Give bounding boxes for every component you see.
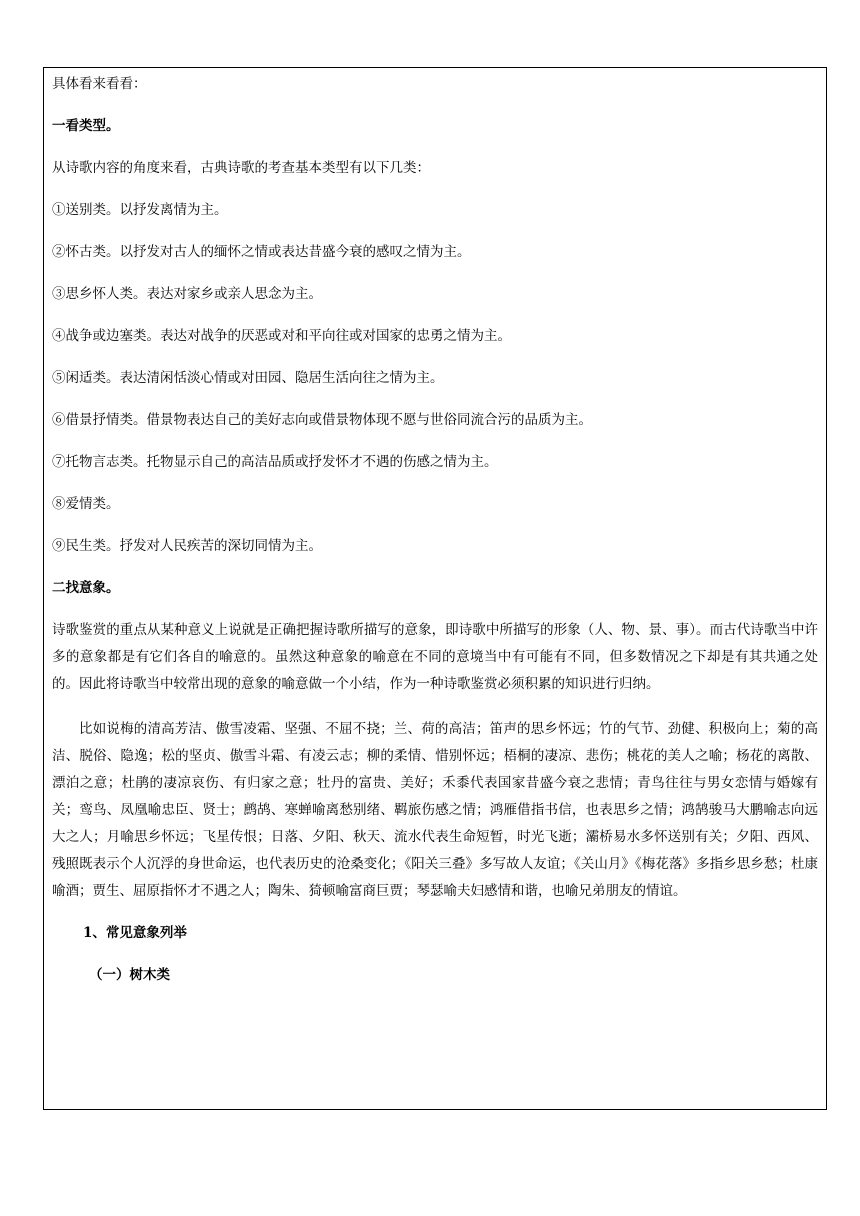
type-item-9: ⑨民生类。抒发对人民疾苦的深切同情为主。 — [52, 538, 322, 554]
type-item-3: ③思乡怀人类。表达对家乡或亲人思念为主。 — [52, 286, 322, 302]
subheading-common-imagery: 1、常见意象列举 — [83, 925, 187, 941]
type-item-1: ①送别类。以抒发离情为主。 — [52, 202, 228, 218]
subheading-trees: （一）树木类 — [89, 967, 170, 983]
section1-heading: 一看类型。 — [52, 118, 120, 134]
type-item-8: ⑧爱情类。 — [52, 496, 120, 512]
type-item-5: ⑤闲适类。表达清闲恬淡心情或对田园、隐居生活向往之情为主。 — [52, 370, 444, 386]
section2-heading: 二找意象。 — [52, 580, 120, 596]
imagery-examples-paragraph: 比如说梅的清高芳洁、傲雪凌霜、坚强、不屈不挠；兰、荷的高洁；笛声的思乡怀远；竹的气节、劲健、积极向上；菊的高洁、脱俗、隐逸；松的坚贞、傲雪斗霜、有凌云志；柳的柔情、惜别怀远；梧桐的凄凉、悲伤；桃花的美人之喻；杨花的离散、漂泊之意；杜鹃的凄凉哀伤、有归家之意；牡丹的富贵、美好；禾黍代表国家昔盛今衰之悲情；青鸟往往与男女恋情与婚嫁有关；鸾鸟、凤凰喻忠臣、贤士；鹧鸪、寒蝉喻离愁别绪、羁旅伤感之情；鸿雁借指书信，也表思乡之情；鸿鹄骏马大鹏喻志向远大之人；月喻思乡怀远；飞星传恨；日落、夕阳、秋天、流水代表生命短暂，时光飞逝；灞桥易水多怀送别有关；夕阳、西风、残照既表示个人沉浮的身世命运，也代表历史的沧桑变化；《阳关三叠》多写故人友谊；《关山月》《梅花落》多指乡思乡愁；杜康喻酒；贾生、屈原指怀才不遇之人；陶朱、猗顿喻富商巨贾；琴瑟喻夫妇感情和谐，也喻兄弟朋友的情谊。 — [52, 721, 818, 899]
imagery-intro-paragraph: 诗歌鉴赏的重点从某种意义上说就是正确把握诗歌所描写的意象，即诗歌中所描写的形象（人、物、景、事）。而古代诗歌当中许多的意象都是有它们各自的喻意的。虽然这种意象的喻意在不同的意境当中有可能有不同，但多数情况之下却是有其共通之处的。因此将诗歌当中较常出现的意象的喻意做一个小结，作为一种诗歌鉴赏必须积累的知识进行归纳。 — [52, 622, 818, 692]
document-body — [52, 74, 818, 1007]
type-item-7: ⑦托物言志类。托物显示自己的高洁品质或抒发怀才不遇的伤感之情为主。 — [52, 454, 498, 470]
type-item-4: ④战争或边塞类。表达对战争的厌恶或对和平向往或对国家的忠勇之情为主。 — [52, 328, 511, 344]
section1-lead: 从诗歌内容的角度来看，古典诗歌的考查基本类型有以下几类： — [52, 160, 430, 176]
type-item-2: ②怀古类。以抒发对古人的缅怀之情或表达昔盛今衰的感叹之情为主。 — [52, 244, 471, 260]
type-item-6: ⑥借景抒情类。借景物表达自己的美好志向或借景物体现不愿与世俗同流合污的品质为主。 — [52, 412, 592, 428]
content-frame — [43, 67, 827, 1110]
intro-line: 具体看来看看： — [52, 76, 147, 92]
